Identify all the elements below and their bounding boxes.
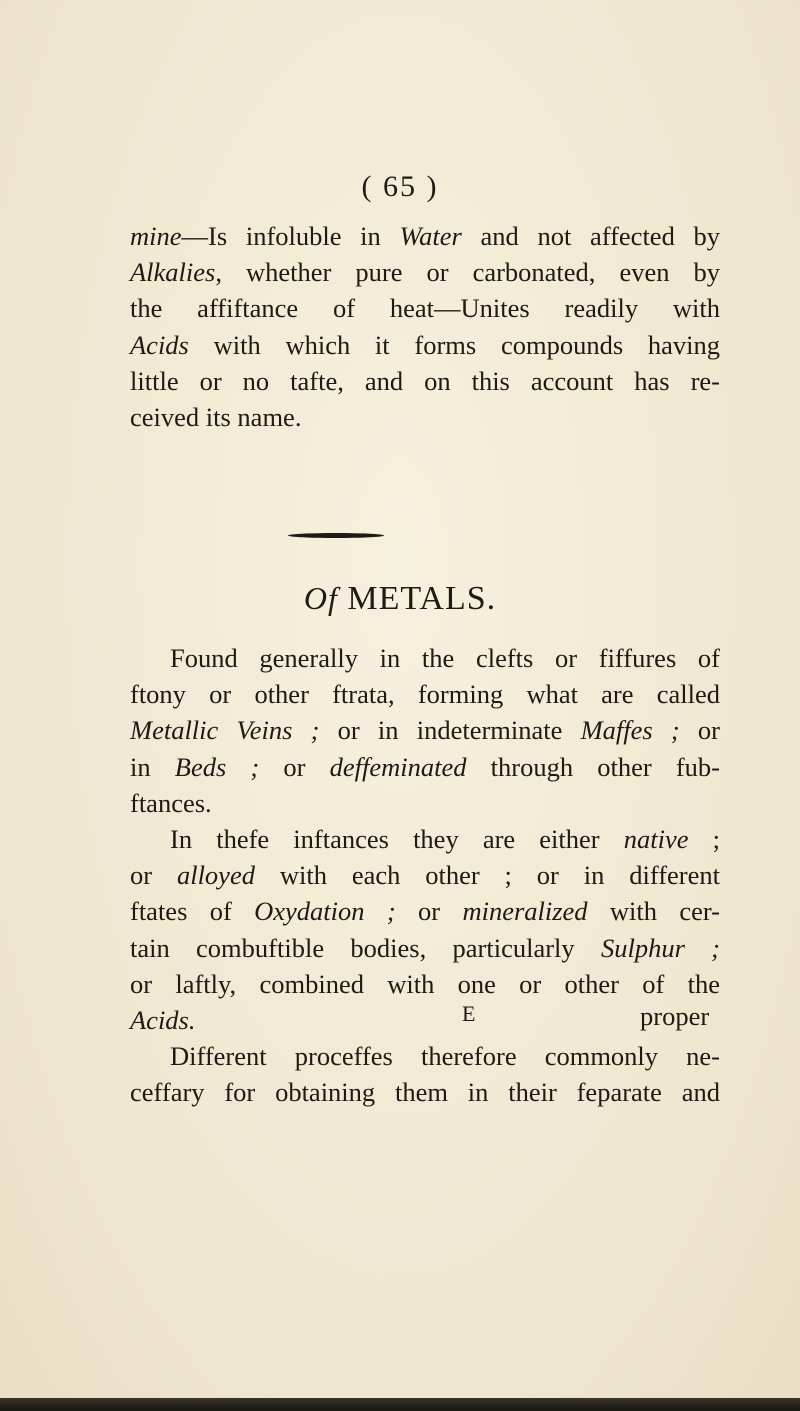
- text-run: ceived its name.: [130, 402, 302, 433]
- text-run: the affiftance of heat—Unites readily with: [130, 293, 720, 324]
- text-run: or laftly, combined with one or other of the: [130, 968, 720, 999]
- italic-run: Acids: [130, 329, 189, 360]
- text-line: [130, 966, 720, 1002]
- italic-run: mineralized: [462, 896, 588, 927]
- text-run: —Is infoluble in: [181, 221, 400, 251]
- text-line: [130, 1038, 720, 1074]
- italic-run: deffeminated: [329, 751, 467, 782]
- text-run: ftates of: [130, 896, 255, 927]
- text-run: ftances.: [130, 787, 212, 818]
- italic-run: Maffes ;: [580, 715, 680, 746]
- paragraph-continued: [130, 218, 720, 435]
- text-run: with which it forms compounds having: [188, 329, 720, 360]
- text-run: with each other ; or in different: [254, 860, 720, 891]
- text-line: [130, 821, 720, 857]
- text-run: in: [130, 751, 175, 782]
- paragraph: [130, 640, 720, 821]
- text-run: or: [259, 751, 330, 782]
- text-line: [130, 893, 720, 929]
- text-run: ceffary for obtaining them in their feparate and: [130, 1077, 720, 1108]
- text-run: or: [679, 715, 721, 746]
- section-heading: [0, 580, 800, 618]
- italic-run: Water: [399, 221, 462, 251]
- italic-run: mine: [130, 221, 182, 251]
- text-run: , whether pure or carbonated, even by: [215, 257, 720, 288]
- text-line: [130, 1002, 720, 1038]
- text-run: tain combuftible bodies, particularly: [130, 932, 601, 963]
- page-edge-shadow: [0, 1398, 800, 1411]
- section-divider: [288, 533, 384, 538]
- text-run: ;: [688, 824, 720, 855]
- text-run: ftony or other ftrata, forming what are called: [130, 679, 720, 710]
- text-line: [130, 712, 720, 748]
- italic-run: native: [623, 824, 689, 855]
- italic-run: Acids.: [130, 1005, 196, 1036]
- italic-run: Alkalies: [130, 257, 216, 288]
- text-run: or in indeterminate: [319, 715, 581, 746]
- text-line: [130, 785, 720, 821]
- paragraph: [130, 821, 720, 1038]
- text-run: Different proceffes therefore commonly ne-: [170, 1041, 720, 1072]
- text-line: [130, 218, 720, 254]
- italic-run: Oxydation ;: [254, 896, 396, 927]
- italic-run: Beds ;: [174, 751, 260, 782]
- text-line: [130, 399, 720, 435]
- text-run: with cer-: [587, 896, 720, 927]
- text-run: In thefe inftances they are either: [170, 824, 624, 855]
- text-line: [130, 363, 720, 399]
- signature-mark: E: [462, 1001, 476, 1026]
- text-line: [130, 640, 720, 676]
- italic-run: alloyed: [176, 860, 255, 891]
- text-line: [130, 749, 720, 785]
- text-run: Found generally in the clefts or fiffures of: [170, 643, 720, 673]
- section-body: [130, 640, 720, 1111]
- italic-run: Sulphur ;: [600, 932, 721, 963]
- section-heading-title: METALS.: [347, 580, 497, 617]
- text-line: [130, 290, 720, 326]
- paragraph: [130, 1038, 720, 1110]
- section-heading-prefix: Of: [303, 580, 338, 616]
- text-line: [130, 930, 720, 966]
- italic-run: Metallic Veins ;: [130, 715, 320, 746]
- text-line: [130, 327, 720, 363]
- text-line: [130, 254, 720, 290]
- text-run: little or no tafte, and on this account has re-: [130, 365, 720, 396]
- text-run: or: [395, 896, 463, 927]
- text-line: [130, 1074, 720, 1110]
- page-number: ( 65 ): [361, 170, 439, 203]
- text-run: through other fub-: [466, 751, 720, 782]
- text-run: and not affected by: [461, 221, 720, 251]
- catchword: proper: [640, 1001, 710, 1031]
- text-line: [130, 857, 720, 893]
- text-line: [130, 676, 720, 712]
- text-run: or: [130, 860, 177, 891]
